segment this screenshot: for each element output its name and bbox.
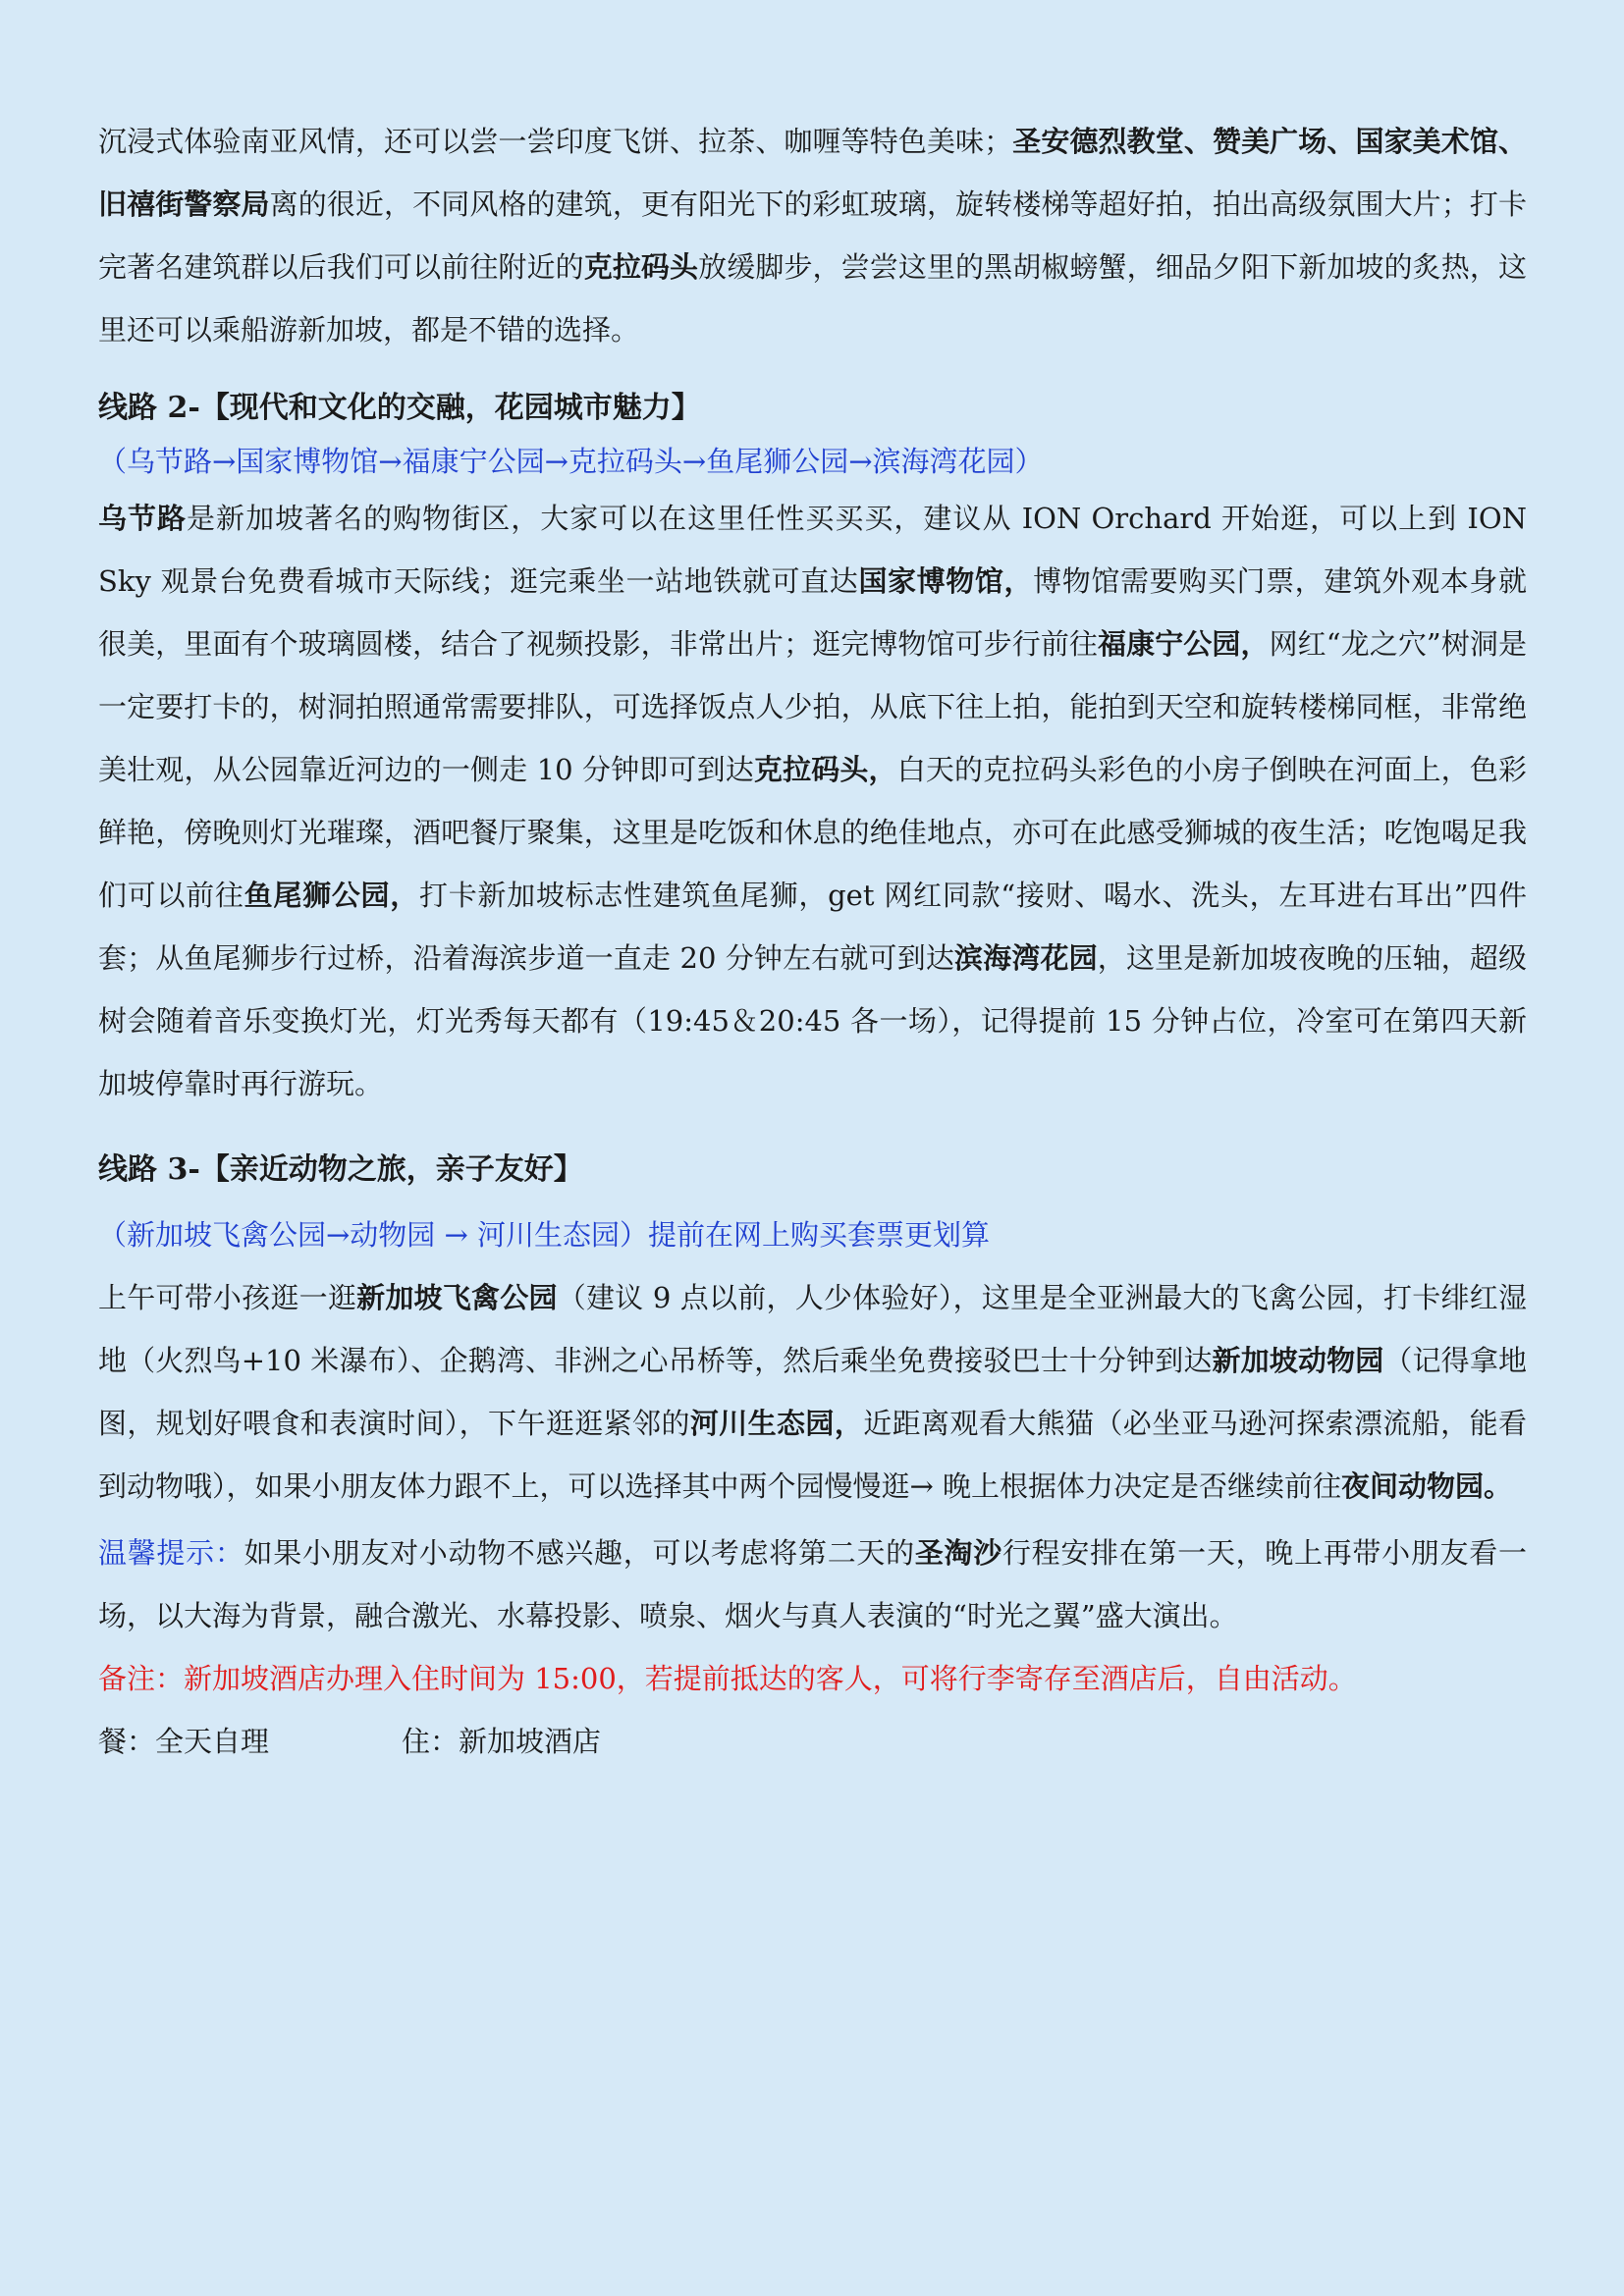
text-segment: 近距离观看大熊猫（必坐亚马逊河探索漂流船，能看到动物哦），如果小朋友体力跟不上，可以选择其中两个园慢慢逛→ 晚上根据体力决定是否继续前往	[98, 1407, 1527, 1503]
highlight-place: 新加坡动物园	[1212, 1344, 1384, 1377]
route-2-path: （乌节路→国家博物馆→福康宁公园→克拉码头→鱼尾狮公园→滨海湾花园）	[98, 445, 1044, 478]
text-segment: 行程安排在第一天，晚上再带小朋友看一场，以大海为背景，融合激光、水幕投影、喷泉、烟火与真人表演的“时光之翼”盛大演出。	[98, 1536, 1527, 1632]
text-segment: ，这里是新加坡夜晚的压轴，超级树会随着音乐变换灯光，灯光秀每天都有（19:45＆20:45 各一场），记得提前 15 分钟占位，冷室可在第四天新加坡停靠时再行游玩。	[98, 941, 1527, 1100]
highlight-place: 国家博物馆，	[858, 564, 1034, 598]
highlight-place: 克拉码头，	[753, 753, 897, 786]
text-segment: 白天的克拉码头彩色的小房子倒映在河面上，色彩鲜艳，傍晚则灯光璀璨，酒吧餐厅聚集，这里是吃饭和休息的绝佳地点，亦可在此感受狮城的夜生活；吃饱喝足我们可以前往	[98, 753, 1527, 912]
highlight-place: 夜间动物园。	[1341, 1469, 1513, 1503]
highlight-place: 圣安德烈教堂、赞美广场、国家美术馆、旧禧街警察局	[98, 125, 1527, 221]
meal-info: 餐：全天自理	[98, 1725, 270, 1758]
text-segment: 如果小朋友对小动物不感兴趣，可以考虑将第二天的	[244, 1536, 915, 1570]
route-2-paragraph	[98, 487, 1527, 1115]
tip-label: 温馨提示：	[98, 1536, 244, 1570]
remark-note: 备注：新加坡酒店办理入住时间为 15:00，若提前抵达的客人，可将行李寄存至酒店后，自由活动。	[98, 1662, 1357, 1695]
stay-info: 住：新加坡酒店	[402, 1725, 602, 1758]
route-3-paragraph	[98, 1266, 1527, 1518]
highlight-place: 河川生态园，	[689, 1407, 864, 1440]
text-segment: （记得拿地图，规划好喂食和表演时间），下午逛逛紧邻的	[98, 1344, 1527, 1440]
highlight-place: 新加坡飞禽公园	[356, 1281, 558, 1314]
route-2-heading: 线路 2-【现代和文化的交融，花园城市魅力】	[98, 391, 701, 425]
route-3-path: （新加坡飞禽公园→动物园 → 河川生态园）提前在网上购买套票更划算	[98, 1218, 991, 1252]
document-content	[98, 110, 1527, 1773]
highlight-place: 滨海湾花园	[954, 941, 1098, 975]
highlight-place: 乌节路	[98, 502, 188, 535]
highlight-place: 圣淘沙	[914, 1536, 1002, 1570]
text-segment: 沉浸式体验南亚风情，还可以尝一尝印度飞饼、拉茶、咖喱等特色美味；	[98, 125, 1013, 158]
text-segment: 网红“龙之穴”树洞是一定要打卡的，树洞拍照通常需要排队，可选择饭点人少拍，从底下往上拍，能拍到天空和旋转楼梯同框，非常绝美壮观，从公园靠近河边的一侧走 10 分钟即可到达	[98, 627, 1527, 786]
text-segment: （建议 9 点以前，人少体验好），这里是全亚洲最大的飞禽公园，打卡绯红湿地（火烈鸟+10 米瀑布）、企鹅湾、非洲之心吊桥等，然后乘坐免费接驳巴士十分钟到达	[98, 1281, 1527, 1377]
text-segment: 上午可带小孩逛一逛	[98, 1281, 357, 1314]
text-segment: 是新加坡著名的购物街区，大家可以在这里任性买买买，建议从 ION Orchard 开始逛，可以上到 ION Sky 观景台免费看城市天际线；逛完乘坐一站地铁就可直达	[98, 502, 1527, 598]
meals-line	[98, 1710, 1527, 1773]
route-3-heading: 线路 3-【亲近动物之旅，亲子友好】	[98, 1152, 583, 1187]
text-segment: 博物馆需要购买门票，建筑外观本身就很美，里面有个玻璃圆楼，结合了视频投影，非常出片；逛完博物馆可步行前往	[98, 564, 1527, 661]
highlight-place: 克拉码头	[583, 250, 699, 284]
intro-paragraph	[98, 110, 1527, 361]
tip-body	[98, 1536, 1527, 1632]
tip-paragraph	[98, 1522, 1527, 1647]
highlight-place: 福康宁公园，	[1098, 627, 1270, 661]
text-segment: 打卡新加坡标志性建筑鱼尾狮，get 网红同款“接财、喝水、洗头，左耳进右耳出”四件套；从鱼尾狮步行过桥，沿着海滨步道一直走 20 分钟左右就可到达	[98, 879, 1527, 975]
text-segment: 离的很近，不同风格的建筑，更有阳光下的彩虹玻璃，旋转楼梯等超好拍，拍出高级氛围大片；打卡完著名建筑群以后我们可以前往附近的	[98, 187, 1527, 284]
highlight-place: 鱼尾狮公园，	[244, 879, 419, 912]
text-segment: 放缓脚步，尝尝这里的黑胡椒螃蟹，细品夕阳下新加坡的炙热，这里还可以乘船游新加坡，都是不错的选择。	[98, 250, 1527, 347]
